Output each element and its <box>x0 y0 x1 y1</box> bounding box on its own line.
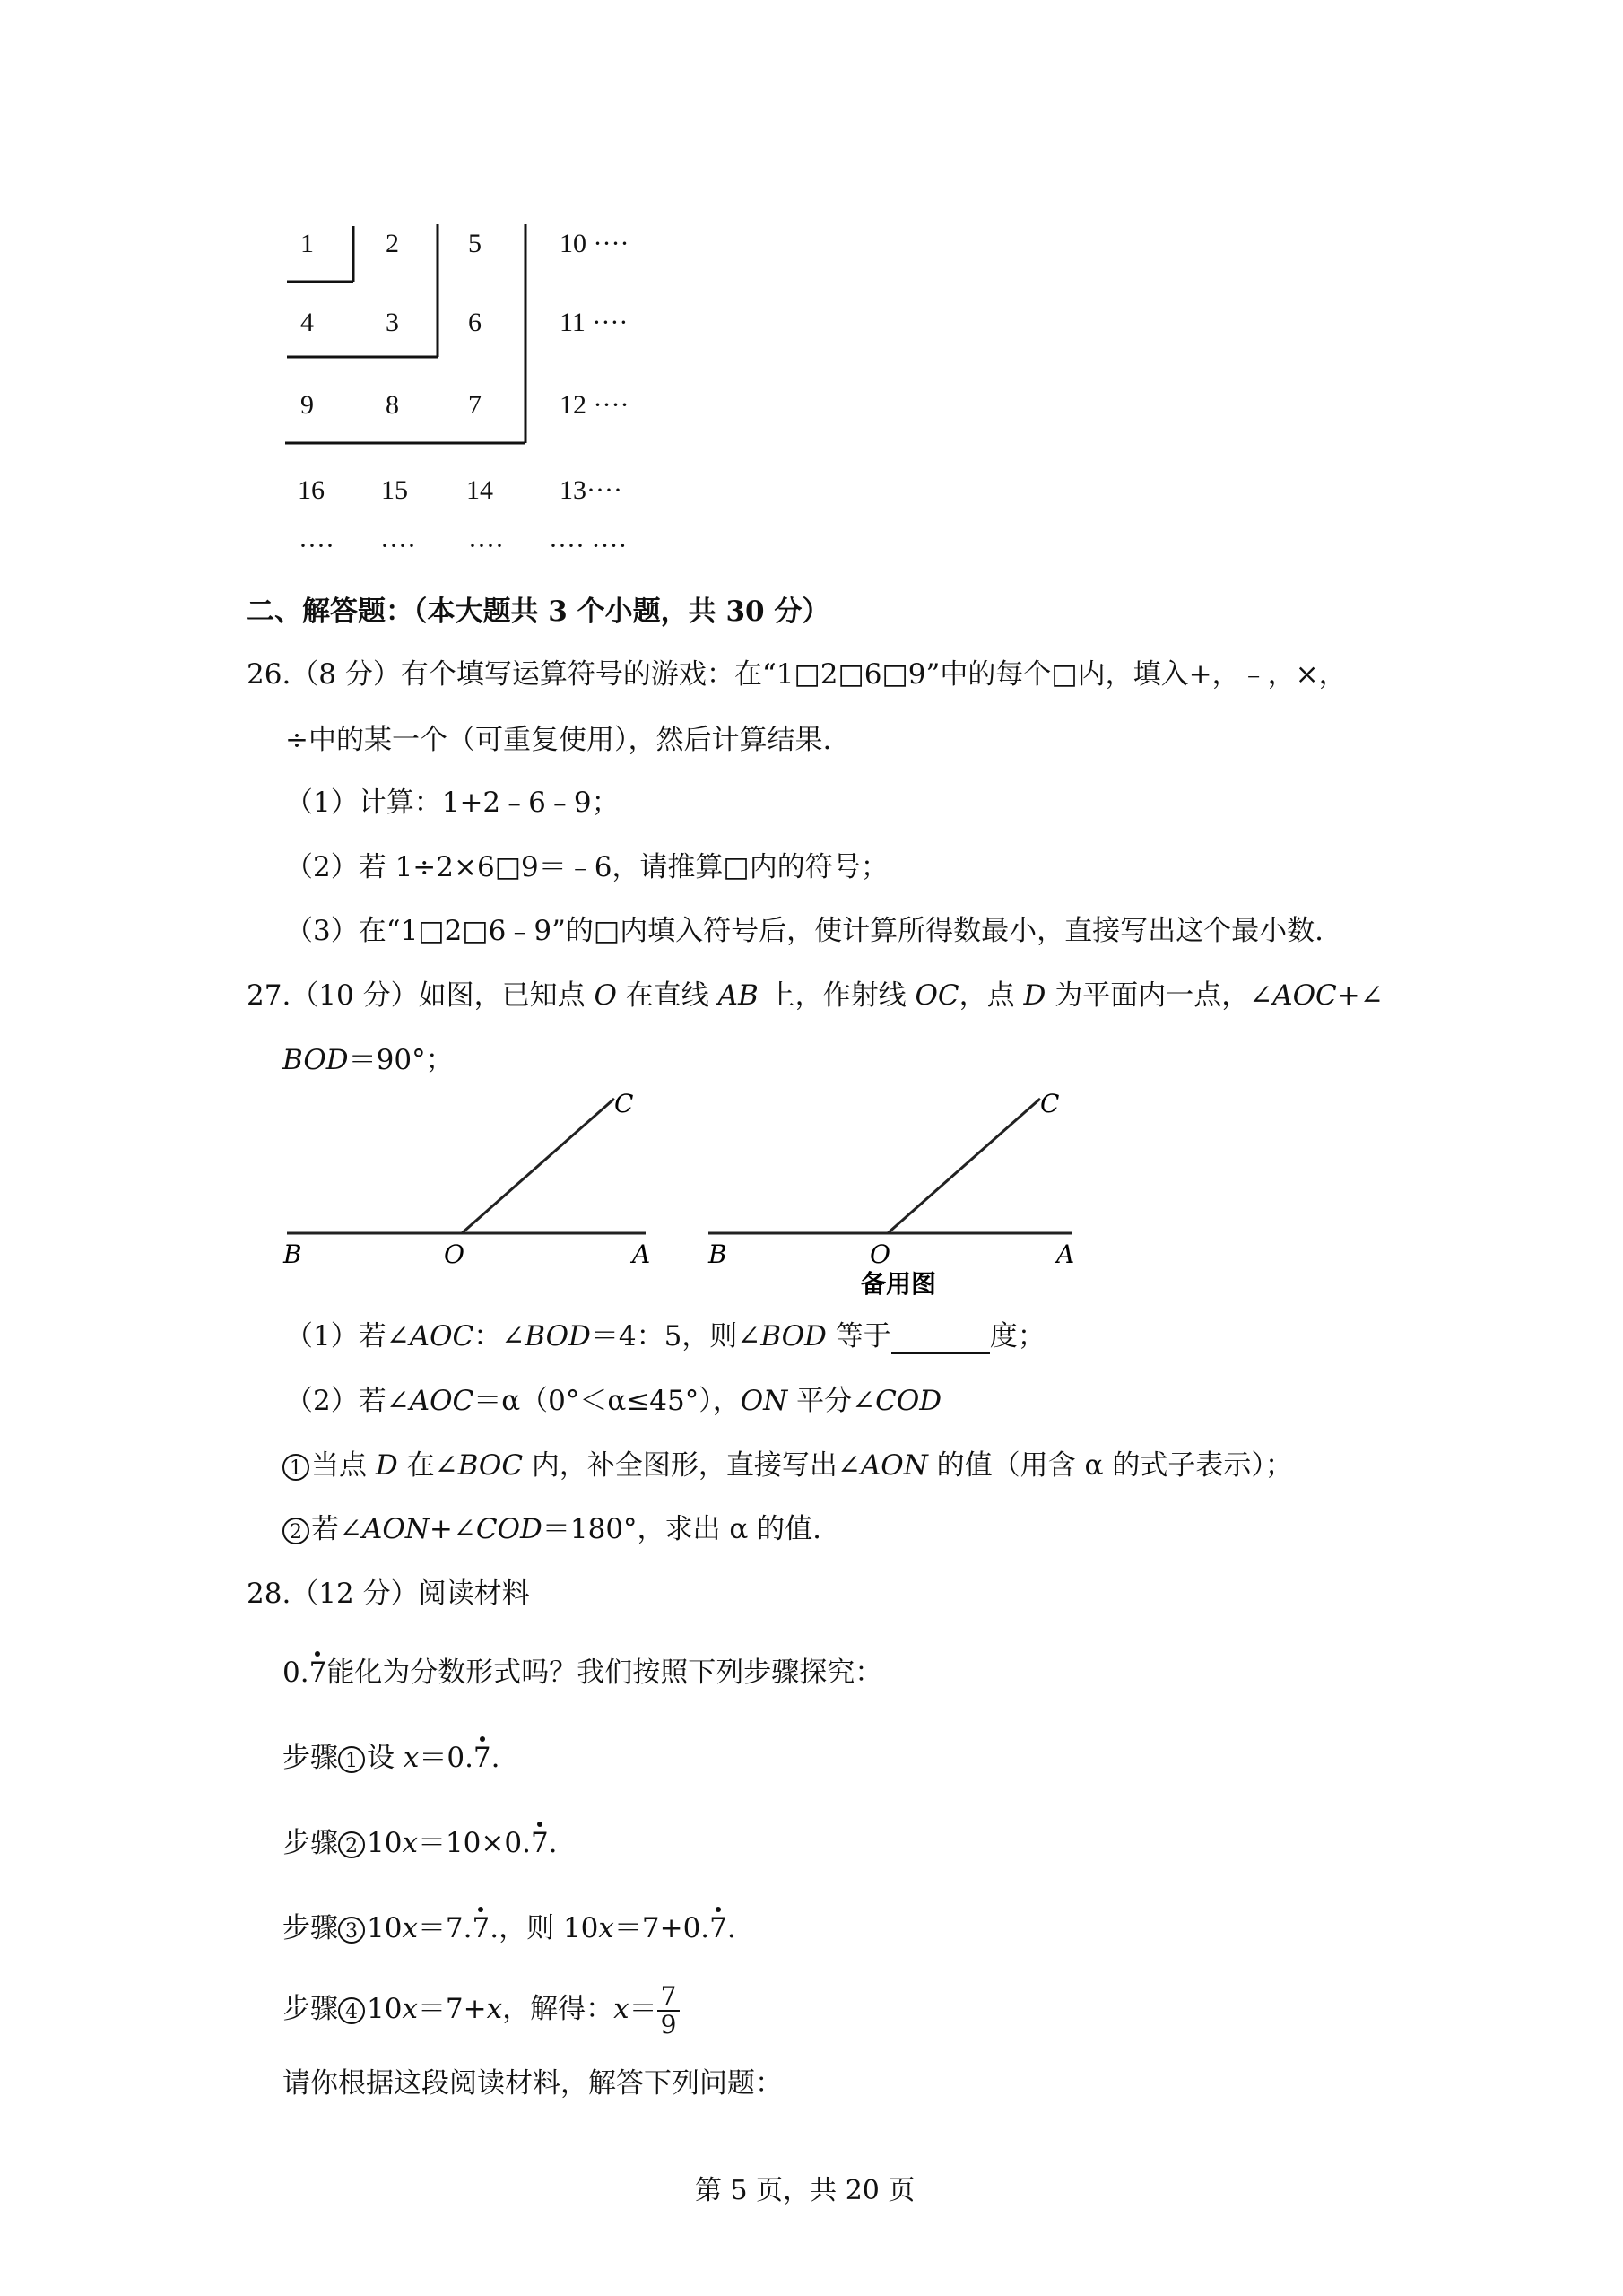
page-number: 第 5 页，共 20 页 <box>695 2175 916 2206</box>
q26-part2: （2）若 1÷2×6□9＝﹣6，请推算□内的符号； <box>285 851 889 883</box>
grid-cell: 5 <box>468 229 482 258</box>
label-c: C <box>1040 1089 1060 1118</box>
q28-closing: 请你根据这段阅读材料，解答下列问题： <box>282 2067 783 2100</box>
q26-line1: 26.（8 分）有个填写运算符号的游戏：在“1□2□6□9”中的每个□内，填入+，﹣，×， <box>247 658 1347 691</box>
q27-sub2: 2 若∠AON+∠COD＝180°，求出 α 的值. <box>282 1511 821 1547</box>
backup-angle-figure <box>699 1085 1085 1305</box>
q27-line1: 27.（10 分）如图，已知点 O 在直线 AB 上，作射线 OC，点 D 为平面内一点，∠AOC+∠ <box>247 979 1384 1012</box>
q27-part2: （2）若∠AOC＝α（0°＜α≤45°），ON 平分∠COD <box>285 1385 942 1417</box>
grid-cell: 10 ···· <box>560 229 629 258</box>
grid-cell: 12 ···· <box>560 390 629 420</box>
label-c: C <box>614 1089 634 1118</box>
q27-part1: （1）若∠AOC：∠BOD＝4：5，则∠BOD 等于 度； <box>285 1320 1046 1352</box>
label-b: B <box>283 1239 302 1269</box>
grid-cell: 8 <box>386 390 399 420</box>
grid-cell: 1 <box>300 229 314 258</box>
q28-step2: 步骤 2 10x＝10×0.7. <box>282 1827 558 1859</box>
grid-lines <box>278 215 547 457</box>
repeating-digit: 7 <box>308 1657 327 1689</box>
q28-step3: 步骤 3 10x＝7.7.，则 10x＝7+0.7. <box>282 1912 736 1944</box>
label-o: O <box>870 1239 890 1269</box>
grid-cell: ···· <box>299 531 334 561</box>
circled-number: 2 <box>282 1518 309 1544</box>
q28-intro: 0.7能化为分数形式吗？我们按照下列步骤探究： <box>282 1657 883 1689</box>
circled-number: 2 <box>338 1831 365 1858</box>
answer-blank <box>891 1326 990 1354</box>
label-o: O <box>444 1239 464 1269</box>
repeating-digit: 7 <box>530 1827 549 1859</box>
circled-number: 3 <box>338 1917 365 1944</box>
q27-line2: BOD＝90°； <box>282 1044 454 1076</box>
circled-number: 1 <box>338 1746 365 1773</box>
repeating-digit: 7 <box>472 1912 490 1944</box>
grid-cell: 2 <box>386 229 399 258</box>
label-a: A <box>1056 1239 1075 1269</box>
grid-cell: 7 <box>468 390 482 420</box>
q28-step4: 步骤 4 10x＝7+x，解得：x＝ $\frac{7}{9}$ <box>282 1978 680 2040</box>
circled-number: 1 <box>282 1454 309 1481</box>
q26-part3: （3）在“1□2□6﹣9”的□内填入符号后，使计算所得数最小，直接写出这个最小数. <box>285 915 1324 947</box>
grid-cell: 11 ···· <box>560 308 629 337</box>
label-b: B <box>708 1239 727 1269</box>
grid-cell: 14 <box>466 475 493 505</box>
fraction: $\frac{7}{9}$ <box>657 1983 681 2039</box>
grid-cell: 4 <box>300 308 314 337</box>
grid-cell: 16 <box>298 475 325 505</box>
grid-cell: ···· ···· <box>549 531 628 561</box>
q26-line2: ÷中的某一个（可重复使用），然后计算结果. <box>285 724 832 756</box>
label-a: A <box>632 1239 651 1269</box>
q28-step1: 步骤 1 设 x＝0.7. <box>282 1742 500 1774</box>
grid-cell: ···· <box>468 531 504 561</box>
grid-cell: 15 <box>381 475 408 505</box>
grid-cell: 9 <box>300 390 314 420</box>
section-heading: 二、解答题：（本大题共 3 个小题，共 30 分） <box>247 596 830 628</box>
grid-cell: 3 <box>386 308 399 337</box>
circled-number: 4 <box>338 1997 365 2024</box>
repeating-digit: 7 <box>709 1912 727 1944</box>
grid-cell: ···· <box>380 531 416 561</box>
q28-title: 28.（12 分）阅读材料 <box>247 1578 530 1610</box>
grid-cell: 13···· <box>560 475 622 505</box>
repeating-digit: 7 <box>473 1742 491 1774</box>
angle-figure <box>278 1085 655 1278</box>
grid-cell: 6 <box>468 308 482 337</box>
q26-part1: （1）计算：1+2﹣6﹣9； <box>285 787 620 819</box>
backup-figure-caption: 备用图 <box>861 1269 937 1299</box>
q27-sub1: 1 当点 D 在∠BOC 内，补全图形，直接写出∠AON 的值（用含 α 的式子表示）； <box>282 1448 1293 1483</box>
